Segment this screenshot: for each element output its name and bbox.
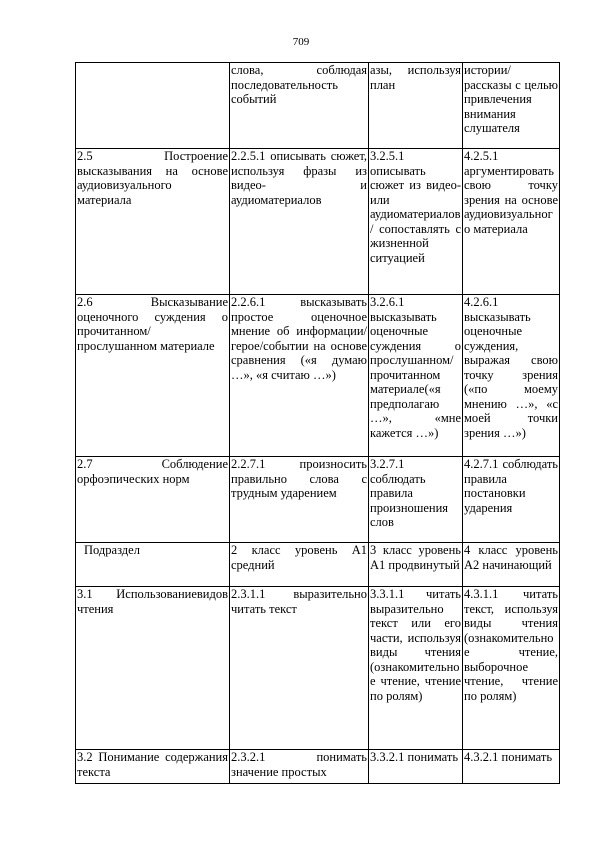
table-cell: 3.2 Понимание содержания текста (76, 750, 230, 784)
table-row (76, 63, 560, 149)
curriculum-table (75, 62, 560, 784)
table-cell (76, 63, 230, 149)
table-header-cell: 4 класс уровень А2 начинающий (463, 543, 560, 587)
table-cell: истории/рассказы с целью привлечения внимания слушателя (463, 63, 560, 149)
table-cell: 3.3.2.1 понимать (369, 750, 463, 784)
table-cell: 3.2.6.1 высказывать оценочные суждения о прослушанном/ прочитанном материале(«я предполагаю …», «мне кажется …») (369, 295, 463, 457)
table-row (76, 587, 560, 750)
page-number: 709 (292, 36, 310, 48)
table-row (76, 295, 560, 457)
table-cell: 2.2.5.1 описывать сюжет, используя фразы из видео- и аудиоматериалов (230, 149, 369, 295)
table-header-cell: 2 класс уровень А1 средний (230, 543, 369, 587)
table-cell: 2.5 Построение высказывания на основе аудиовизуального материала (76, 149, 230, 295)
table-row (76, 149, 560, 295)
table-cell: 2.2.7.1 произносить правильно слова с трудным ударением (230, 457, 369, 543)
table-cell: 3.2.7.1 соблюдать правила произношения слов (369, 457, 463, 543)
table-row (76, 543, 560, 587)
table-row (76, 457, 560, 543)
table-cell: 4.3.2.1 понимать (463, 750, 560, 784)
table-cell: 3.3.1.1 читать выразительно текст или его части, используя виды чтения (ознакомительное чтение, чтение по ролям) (369, 587, 463, 750)
table-header-cell: 3 класс уровень А1 продвинутый (369, 543, 463, 587)
table-cell: 2.7 Соблюдение орфоэпических норм (76, 457, 230, 543)
table-cell: 2.2.6.1 высказывать простое оценочное мнение об информации/герое/событии на основе сравнения («я думаю …», «я считаю …») (230, 295, 369, 457)
table-cell: 3.2.5.1 описывать сюжет из видео- или аудиоматериалов/ сопоставлять с жизненной ситуацией (369, 149, 463, 295)
table-cell: 4.3.1.1 читать текст, используя виды чтения (ознакомительное чтение, выборочное чтение, чтение по ролям) (463, 587, 560, 750)
table-cell: 3.1 Использованиевидов чтения (76, 587, 230, 750)
table-cell: азы, используя план (369, 63, 463, 149)
table-header-cell: Подраздел (76, 543, 230, 587)
table-row (76, 750, 560, 784)
table-cell: 4.2.5.1 аргументировать свою точку зрения на основе аудиовизуального материала (463, 149, 560, 295)
table-cell: 4.2.7.1 соблюдать правила постановки ударения (463, 457, 560, 543)
table-cell: 2.3.1.1 выразительно читать текст (230, 587, 369, 750)
table-cell: 2.3.2.1 понимать значение простых (230, 750, 369, 784)
table-cell: 4.2.6.1 высказывать оценочные суждения, выражая свою точку зрения («по моему мнению …», «с моей точки зрения …») (463, 295, 560, 457)
table-cell: 2.6 Высказывание оценочного суждения о прочитанном/ прослушанном материале (76, 295, 230, 457)
table-cell: слова, соблюдая последовательность событий (230, 63, 369, 149)
